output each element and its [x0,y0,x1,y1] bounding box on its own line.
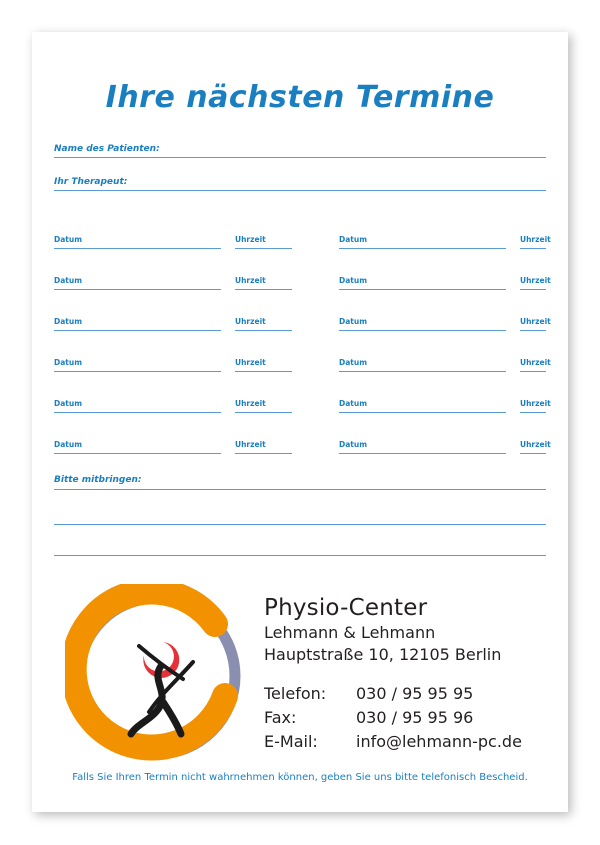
appointment-date-input[interactable] [54,371,221,372]
appointment-date-input[interactable] [339,289,506,290]
appointment-time-label: Uhrzeit [235,317,266,326]
appointment-date-input[interactable] [54,289,221,290]
cancellation-note: Falls Sie Ihren Termin nicht wahrnehmen können, geben Sie uns bitte telefonisch Bescheid. [72,772,528,783]
appointment-date-label: Datum [339,358,368,367]
appointment-time-label: Uhrzeit [520,317,551,326]
appointment-time-label: Uhrzeit [235,399,266,408]
appointment-date-label: Datum [339,276,368,285]
practice-address: Hauptstraße 10, 12105 Berlin [264,645,502,664]
contact-rows [264,682,564,754]
appointment-time-input[interactable] [520,289,546,290]
appointment-date-label: Datum [339,235,368,244]
contact-block [264,595,564,754]
appointment-time-input[interactable] [235,371,292,372]
card-inner [32,32,568,812]
appointment-date-label: Datum [54,317,83,326]
appointment-date-input[interactable] [339,371,506,372]
appointment-time-input[interactable] [520,330,546,331]
email-value[interactable]: info@lehmann-pc.de [356,732,522,751]
appointment-date-input[interactable] [54,453,221,454]
appointment-time-label: Uhrzeit [520,399,551,408]
appointment-date-input[interactable] [339,412,506,413]
patient-name-label: Name des Patienten: [54,144,160,154]
appointment-time-input[interactable] [235,330,292,331]
appointment-date-label: Datum [54,235,83,244]
bring-along-input-line-2[interactable] [54,524,546,525]
appointment-time-label: Uhrzeit [520,440,551,449]
appointment-time-input[interactable] [520,248,546,249]
therapist-input[interactable] [54,190,546,191]
phone-label: Telefon: [264,684,327,703]
appointment-time-input[interactable] [520,371,546,372]
appointment-time-input[interactable] [235,248,292,249]
appointment-time-label: Uhrzeit [235,235,266,244]
contact-row-email [264,730,564,754]
contact-row-fax [264,706,564,730]
appointment-time-label: Uhrzeit [520,235,551,244]
appointment-date-label: Datum [339,399,368,408]
appointment-date-input[interactable] [339,248,506,249]
appointment-date-label: Datum [339,440,368,449]
appointment-date-label: Datum [54,399,83,408]
appointment-date-label: Datum [54,440,83,449]
appointment-date-input[interactable] [339,453,506,454]
physio-center-logo [65,584,250,769]
practice-name: Physio-Center [264,595,428,621]
appointment-date-input[interactable] [54,330,221,331]
bring-along-label: Bitte mitbringen: [54,475,142,485]
email-label: E-Mail: [264,732,318,751]
appointment-time-input[interactable] [235,289,292,290]
appointment-time-label: Uhrzeit [235,276,266,285]
appointment-time-label: Uhrzeit [235,440,266,449]
appointment-time-input[interactable] [235,453,292,454]
appointment-time-label: Uhrzeit [235,358,266,367]
patient-name-input[interactable] [54,157,546,158]
bring-along-input-line-1[interactable] [54,489,546,490]
contact-row-phone [264,682,564,706]
fax-value: 030 / 95 95 96 [356,708,474,727]
appointment-time-input[interactable] [520,453,546,454]
fax-label: Fax: [264,708,297,727]
appointment-card [32,32,568,812]
appointment-time-label: Uhrzeit [520,276,551,285]
appointment-date-label: Datum [54,276,83,285]
practice-subtitle: Lehmann & Lehmann [264,623,436,642]
page-title: Ihre nächsten Termine [105,80,495,115]
appointment-time-label: Uhrzeit [520,358,551,367]
appointment-time-input[interactable] [235,412,292,413]
bring-along-input-line-3[interactable] [54,555,546,556]
appointment-date-label: Datum [339,317,368,326]
therapist-label: Ihr Therapeut: [54,177,128,187]
appointment-date-label: Datum [54,358,83,367]
appointment-date-input[interactable] [339,330,506,331]
appointment-date-input[interactable] [54,412,221,413]
phone-value: 030 / 95 95 95 [356,684,474,703]
appointment-time-input[interactable] [520,412,546,413]
appointment-date-input[interactable] [54,248,221,249]
